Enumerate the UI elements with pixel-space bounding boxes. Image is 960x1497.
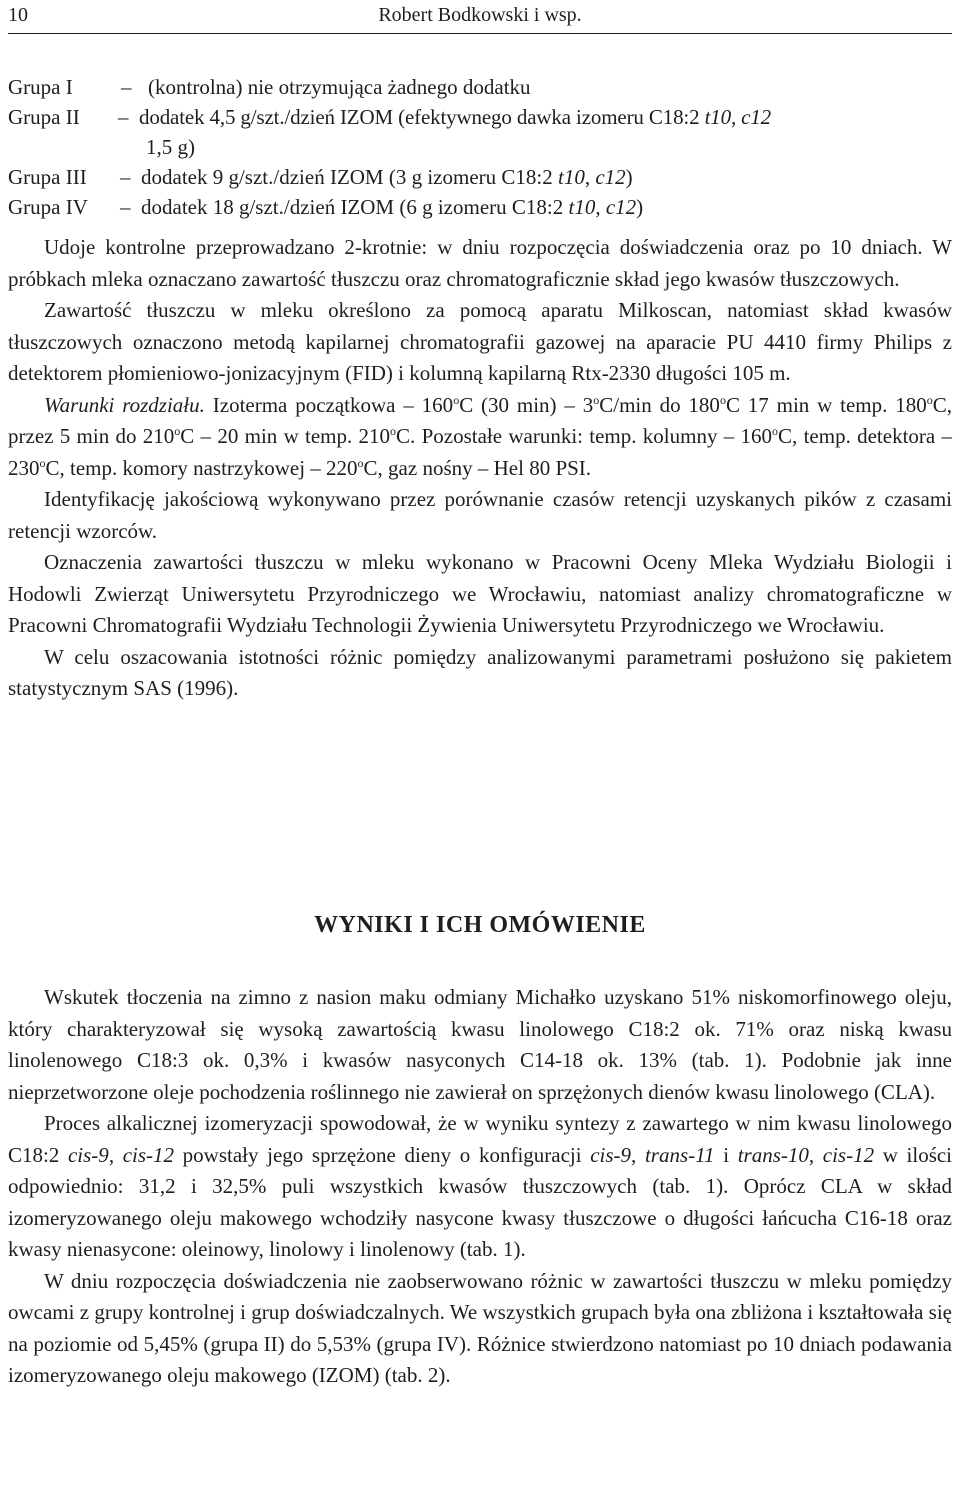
- group-name: Grupa I: [8, 75, 73, 99]
- group-name: Grupa II: [8, 105, 80, 129]
- results-text: [8, 982, 952, 1392]
- paragraph-isomerization: Proces alkalicznej izomeryzacji spowodował, że w wyniku syntezy z zawartego w nim kwasu linolowego C18:2 cis-9, cis-12 powstały jego sprzężone dieny o konfiguracji cis-9, trans-11 i trans-10, cis-12 w ilości odpowiednio: 31,2 i 32,5% puli wszystkich kwasów tłuszczowych (tab. 1). Oprócz CLA w skład izomeryzowanego oleju makowego wchodziły nasycone kwasy tłuszczowe o długości łańcucha C16-18 oraz kwasy nienasycone: oleinowy, linolowy i linolenowy (tab. 1).: [8, 1111, 953, 1261]
- paragraph-separation-conditions: Warunki rozdziału. Izoterma początkowa – 160$^o$C (30 min) – 3$^o$C/min do 180$^o$C 17 min w temp. 180$^o$C, przez 5 min do 210$^o$C – 20 min w temp. 210$^o$C. Pozostałe warunki: temp. kolumny – 160$^o$C, temp. detektora – 230$^o$C, temp. komory nastrzykowej – 220$^o$C, gaz nośny – Hel 80 PSI.: [8, 392, 953, 480]
- group-dash: –: [120, 195, 131, 219]
- paragraph-milkings: Udoje kontrolne przeprowadzano 2-krotnie: w dniu rozpoczęcia doświadczenia oraz po 10 dniach. W próbkach mleka oznaczano zawartość tłuszczu oraz chromatograficznie skład jego kwasów tłuszczowych.: [8, 235, 952, 291]
- group-row-4: [8, 192, 952, 222]
- groups-list: [8, 72, 952, 222]
- group-dash: –: [121, 75, 132, 99]
- group-description: dodatek 4,5 g/szt./dzień IZOM (efektywnego dawka izomeru C18:2 t10, c12: [139, 105, 772, 129]
- paragraph-statistics: W celu oszacowania istotności różnic pomiędzy analizowanymi parametrami posłużono się pakietem statystycznym SAS (1996).: [8, 644, 952, 700]
- group-dash: –: [120, 165, 131, 189]
- group-name: Grupa IV: [8, 195, 88, 219]
- methods-text: [8, 232, 952, 705]
- paragraph-oil-yield: Wskutek tłoczenia na zimno z nasion maku odmiany Michałko uzyskano 51% niskomorfinowego oleju, który charakteryzował się wysoką zawartością kwasu linolowego C18:2 ok. 71% oraz niską kwasu linolenowego C18:3 ok. 0,3% i kwasów nasyconych C14-18 ok. 13% (tab. 1). Podobnie jak inne nieprzetworzone oleje pochodzenia roślinnego nie zawierał on sprzężonych dienów kwasu linolowego (CLA).: [8, 985, 952, 1104]
- group-description: (kontrolna) nie otrzymująca żadnego dodatku: [148, 75, 531, 99]
- section-heading: WYNIKI I ICH OMÓWIENIE: [314, 912, 646, 938]
- group-description-continued: 1,5 g): [146, 135, 195, 159]
- paragraph-fat-analysis: Zawartość tłuszczu w mleku określono za pomocą aparatu Milkoscan, natomiast skład kwasów tłuszczowych oznaczono metodą kapilarnej chromatografii gazowej na aparacie PU 4410 firmy Philips z detektorem płomieniowo-jonizacyjnym (FID) i kolumną kapilarną Rtx-2330 długości 105 m.: [8, 298, 952, 385]
- group-row-2: [8, 102, 952, 132]
- group-row-2-cont: [8, 132, 952, 162]
- header-rule: [8, 33, 952, 34]
- group-row-3: [8, 162, 952, 192]
- group-description: dodatek 18 g/szt./dzień IZOM (6 g izomeru C18:2 t10, c12): [141, 195, 644, 219]
- running-header: [8, 0, 952, 30]
- paragraph-identification: Identyfikację jakościową wykonywano przez porównanie czasów retencji uzyskanych pików z czasami retencji wzorców.: [8, 487, 952, 543]
- paragraph-milk-fat: W dniu rozpoczęcia doświadczenia nie zaobserwowano różnic w zawartości tłuszczu w mleku pomiędzy owcami z grupy kontrolnej i grup doświadczalnych. We wszystkich grupach była ona zbliżona i kształtowała się na poziomie od 5,45% (grupa II) do 5,53% (grupa IV). Różnice stwierdzono natomiast po 10 dniach podawania izomeryzowanego oleju makowego (IZOM) (tab. 2).: [8, 1268, 952, 1387]
- group-name: Grupa III: [8, 165, 87, 189]
- group-description: dodatek 9 g/szt./dzień IZOM (3 g izomeru C18:2 t10, c12): [141, 165, 633, 189]
- paragraph-laboratories: Oznaczenia zawartości tłuszczu w mleku wykonano w Pracowni Oceny Mleka Wydziału Biologii i Hodowli Zwierząt Uniwersytetu Przyrodniczego we Wrocławiu, natomiast analizy chromatograficzne w Pracowni Chromatografii Wydziału Technologii Żywienia Uniwersytetu Przyrodniczego we Wrocławiu.: [8, 550, 952, 637]
- page-number: 10: [8, 4, 28, 26]
- group-row-1: [8, 72, 952, 102]
- running-authors: Robert Bodkowski i wsp.: [378, 4, 582, 26]
- group-dash: –: [118, 105, 129, 129]
